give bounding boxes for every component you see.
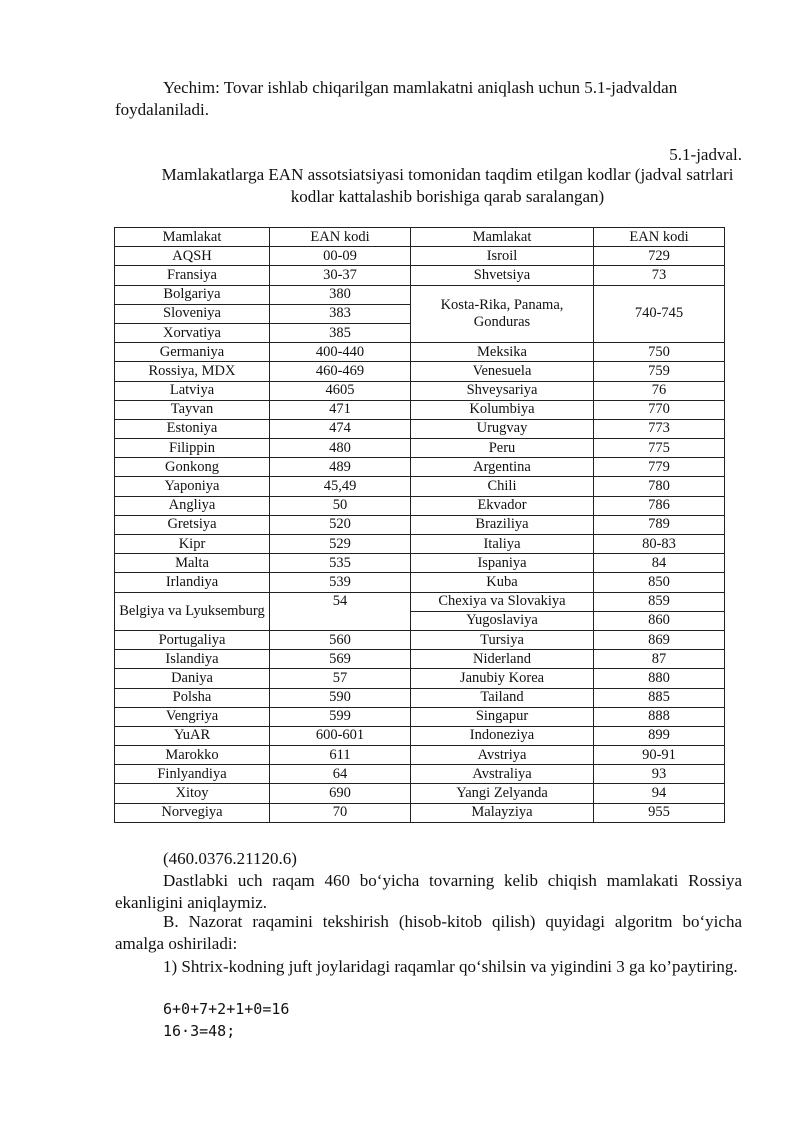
country-cell: Chexiya va Slovakiya	[411, 592, 594, 611]
table-row	[115, 285, 725, 304]
table-row	[115, 266, 725, 285]
country-cell: Yugoslaviya	[411, 611, 594, 630]
country-cell: Germaniya	[115, 343, 270, 362]
country-cell: Peru	[411, 439, 594, 458]
intro-line-2: foydalaniladi.	[115, 100, 209, 119]
code-cell: 560	[270, 630, 411, 649]
table-row	[115, 592, 725, 611]
country-cell: Indoneziya	[411, 726, 594, 745]
table-row	[115, 650, 725, 669]
header-code-right: EAN kodi	[594, 228, 725, 247]
table-row	[115, 247, 725, 266]
country-cell: Angliya	[115, 496, 270, 515]
code-cell: 460-469	[270, 362, 411, 381]
calculation-sum: 6+0+7+2+1+0=16	[163, 1000, 290, 1018]
intro-line-1: Yechim: Tovar ishlab chiqarilgan mamlakatni aniqlash uchun 5.1-jadvaldan	[163, 78, 678, 97]
country-cell: Ispaniya	[411, 554, 594, 573]
code-cell: 80-83	[594, 535, 725, 554]
code-cell: 00-09	[270, 247, 411, 266]
code-cell: 590	[270, 688, 411, 707]
table-row	[115, 535, 725, 554]
country-cell: Finlyandiya	[115, 765, 270, 784]
table-row	[115, 707, 725, 726]
country-cell: Islandiya	[115, 650, 270, 669]
code-cell: 600-601	[270, 726, 411, 745]
table-row	[115, 784, 725, 803]
code-cell: 93	[594, 765, 725, 784]
header-country-left: Mamlakat	[115, 228, 270, 247]
table-row	[115, 496, 725, 515]
table-row	[115, 439, 725, 458]
country-cell: Italiya	[411, 535, 594, 554]
code-cell: 529	[270, 535, 411, 554]
code-example: (460.0376.21120.6)	[163, 849, 297, 868]
country-cell: Shveysariya	[411, 381, 594, 400]
table-title: Mamlakatlarga EAN assotsiatsiyasi tomonidan taqdim etilgan kodlar (jadval satrlari kodlar kattalashib borishiga qarab saralangan)	[161, 165, 734, 206]
code-cell: 76	[594, 381, 725, 400]
country-cell: Kuba	[411, 573, 594, 592]
table-row	[115, 803, 725, 822]
country-cell: Polsha	[115, 688, 270, 707]
table-row	[115, 765, 725, 784]
code-cell: 690	[270, 784, 411, 803]
country-cell: Marokko	[115, 746, 270, 765]
country-cell: Tailand	[411, 688, 594, 707]
code-cell: 599	[270, 707, 411, 726]
table-header-row	[115, 228, 725, 247]
paragraph-origin: Dastlabki uch raqam 460 bo‘yicha tovarning kelib chiqish mamlakati Rossiya ekanligini aniqlaymiz.	[115, 871, 742, 912]
country-cell: Rossiya, MDX	[115, 362, 270, 381]
code-cell: 770	[594, 400, 725, 419]
code-cell: 773	[594, 419, 725, 438]
country-cell: Tayvan	[115, 400, 270, 419]
country-cell: Kipr	[115, 535, 270, 554]
code-cell: 50	[270, 496, 411, 515]
country-cell: YuAR	[115, 726, 270, 745]
table-row	[115, 630, 725, 649]
code-cell: 775	[594, 439, 725, 458]
code-cell: 383	[270, 304, 411, 323]
country-cell: Yangi Zelyanda	[411, 784, 594, 803]
code-cell: 789	[594, 515, 725, 534]
code-cell: 780	[594, 477, 725, 496]
code-cell: 471	[270, 400, 411, 419]
code-cell: 759	[594, 362, 725, 381]
country-cell: Shvetsiya	[411, 266, 594, 285]
country-cell: Gonkong	[115, 458, 270, 477]
country-cell: Xitoy	[115, 784, 270, 803]
code-cell: 84	[594, 554, 725, 573]
country-cell: AQSH	[115, 247, 270, 266]
table-row	[115, 726, 725, 745]
country-cell: Venesuela	[411, 362, 594, 381]
country-cell: Chili	[411, 477, 594, 496]
code-cell: 480	[270, 439, 411, 458]
intro-paragraph	[115, 77, 742, 121]
country-cell: Niderland	[411, 650, 594, 669]
code-cell: 729	[594, 247, 725, 266]
country-cell: Avstriya	[411, 746, 594, 765]
code-cell: 569	[270, 650, 411, 669]
country-cell: Meksika	[411, 343, 594, 362]
code-cell: 859	[594, 592, 725, 611]
country-cell: Belgiya va Lyuksemburg	[115, 592, 270, 630]
code-cell: 30-37	[270, 266, 411, 285]
code-cell: 400-440	[270, 343, 411, 362]
country-cell: Kolumbiya	[411, 400, 594, 419]
code-cell: 779	[594, 458, 725, 477]
table-row	[115, 362, 725, 381]
code-cell: 70	[270, 803, 411, 822]
code-cell: 489	[270, 458, 411, 477]
table-row	[115, 477, 725, 496]
code-cell: 4605	[270, 381, 411, 400]
table-row	[115, 746, 725, 765]
country-cell: Bolgariya	[115, 285, 270, 304]
code-cell: 73	[594, 266, 725, 285]
code-cell: 880	[594, 669, 725, 688]
country-cell: Urugvay	[411, 419, 594, 438]
table-row	[115, 419, 725, 438]
code-cell: 87	[594, 650, 725, 669]
country-cell: Estoniya	[115, 419, 270, 438]
country-cell: Sloveniya	[115, 304, 270, 323]
country-cell: Fransiya	[115, 266, 270, 285]
country-cell: Avstraliya	[411, 765, 594, 784]
table-row	[115, 515, 725, 534]
country-cell: Tursiya	[411, 630, 594, 649]
code-cell: 888	[594, 707, 725, 726]
table-number: 5.1-jadval.	[669, 145, 742, 164]
code-cell: 786	[594, 496, 725, 515]
code-cell: 535	[270, 554, 411, 573]
country-cell: Latviya	[115, 381, 270, 400]
header-code-left: EAN kodi	[270, 228, 411, 247]
code-cell: 90-91	[594, 746, 725, 765]
code-cell: 539	[270, 573, 411, 592]
table-row	[115, 688, 725, 707]
table-row	[115, 554, 725, 573]
country-cell: Irlandiya	[115, 573, 270, 592]
code-cell: 380	[270, 285, 411, 304]
table-row	[115, 573, 725, 592]
calculation-product: 16·3=48;	[163, 1022, 236, 1040]
country-cell: Malayziya	[411, 803, 594, 822]
country-cell: Isroil	[411, 247, 594, 266]
table-row	[115, 669, 725, 688]
country-cell: Portugaliya	[115, 630, 270, 649]
code-cell: 740-745	[594, 285, 725, 343]
code-cell: 955	[594, 803, 725, 822]
code-cell: 54	[270, 592, 411, 630]
country-cell: Daniya	[115, 669, 270, 688]
country-cell: Janubiy Korea	[411, 669, 594, 688]
code-cell: 750	[594, 343, 725, 362]
country-cell: Malta	[115, 554, 270, 573]
code-cell: 474	[270, 419, 411, 438]
paragraph-algorithm: B. Nazorat raqamini tekshirish (hisob-kitob qilish) quyidagi algoritm bo‘yicha amalga oshiriladi:	[115, 912, 742, 953]
table-row	[115, 400, 725, 419]
code-cell: 850	[594, 573, 725, 592]
code-cell: 45,49	[270, 477, 411, 496]
code-cell: 64	[270, 765, 411, 784]
code-cell: 885	[594, 688, 725, 707]
table-row	[115, 343, 725, 362]
country-cell: Kosta-Rika, Panama, Gonduras	[411, 285, 594, 343]
code-cell: 860	[594, 611, 725, 630]
country-cell: Argentina	[411, 458, 594, 477]
header-country-right: Mamlakat	[411, 228, 594, 247]
code-cell: 385	[270, 323, 411, 342]
country-cell: Yaponiya	[115, 477, 270, 496]
code-cell: 899	[594, 726, 725, 745]
code-cell: 520	[270, 515, 411, 534]
ean-codes-table	[114, 227, 725, 823]
country-cell: Filippin	[115, 439, 270, 458]
table-row	[115, 458, 725, 477]
country-cell: Vengriya	[115, 707, 270, 726]
country-cell: Norvegiya	[115, 803, 270, 822]
country-cell: Xorvatiya	[115, 323, 270, 342]
country-cell: Braziliya	[411, 515, 594, 534]
table-row	[115, 381, 725, 400]
paragraph-step-1: 1) Shtrix-kodning juft joylaridagi raqamlar qo‘shilsin va yigindini 3 ga ko’paytiring.	[163, 957, 738, 976]
country-cell: Singapur	[411, 707, 594, 726]
country-cell: Gretsiya	[115, 515, 270, 534]
code-cell: 869	[594, 630, 725, 649]
code-cell: 94	[594, 784, 725, 803]
country-cell: Ekvador	[411, 496, 594, 515]
code-cell: 57	[270, 669, 411, 688]
code-cell: 611	[270, 746, 411, 765]
